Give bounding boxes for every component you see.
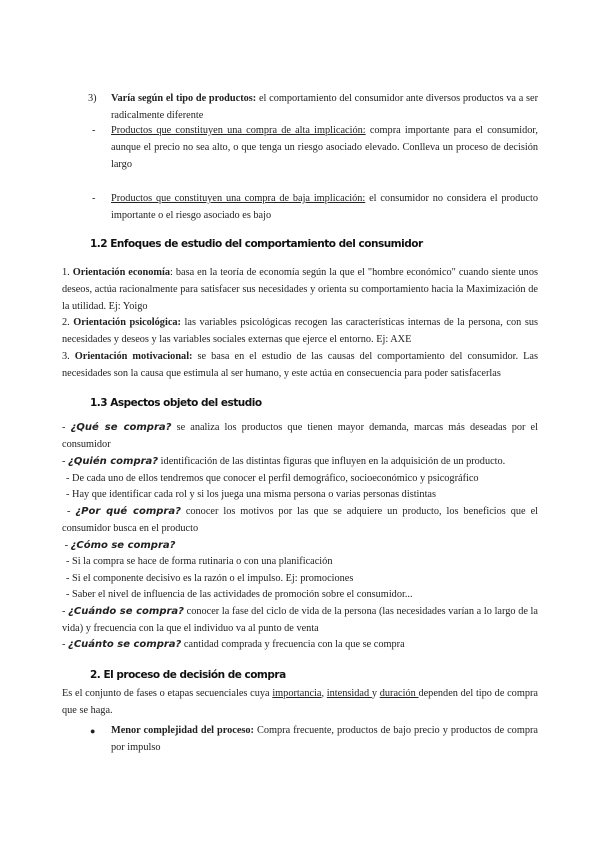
text: se analiza los productos que tienen mayor demanda, marcas más deseadas por el consumidor [62, 422, 538, 450]
text: el comportamiento del consumidor ante diversos productos va a ser radicalmente diferente [111, 93, 538, 121]
sub-item: - De cada uno de ellos tendremos que conocer el perfil demográfico, socioeconómico y psicográfico [66, 473, 479, 484]
text: compra importante para el consumidor, aunque el precio no sea alto, o que tenga un riesgo asociado elevado. Conlleva un proceso de decisión largo [111, 125, 538, 170]
text: , [321, 688, 327, 699]
underlined-term: intensidad [326, 688, 372, 699]
sub-item: - Saber el nivel de influencia de las actividades de promoción sobre el consumidor... [66, 589, 413, 600]
num: 1. [62, 267, 73, 278]
text: conocer la fase del ciclo de vida de la persona (las necesidades varían a lo largo de la vida) y frecuencia con la que el individuo va al punto de venta [62, 606, 538, 634]
question: ¿Qué se compra? [70, 422, 172, 433]
text: el consumidor no considera el producto importante o el riesgo asociado es bajo [111, 193, 538, 221]
bold-term: Orientación motivacional: [74, 351, 193, 362]
text: Es el conjunto de fases o etapas secuenciales cuya [62, 688, 273, 699]
dash: - [62, 456, 69, 467]
paragraph-cuanto-se-compra [62, 637, 538, 654]
text: : basa en la teoría de economía según la que el "hombre económico" cuando siente unos deseos, actúa racionalmente para satisfacer sus necesidades y orienta su comportamiento hacia la Maximización de la utilidad. Ej: Yoigo [62, 267, 538, 312]
paragraph-quien-compra [62, 454, 538, 471]
dash: - [62, 606, 69, 617]
paragraph-alta-implicacion [111, 123, 538, 173]
question: ¿Cuánto se compra? [68, 639, 182, 650]
text: las variables psicológicas recogen las características internas de la persona, con sus necesidades y deseos y las variables sociales externas que ejerce el entorno. Ej: AXE [62, 317, 538, 345]
paragraph-por-que-compra [62, 504, 541, 538]
bold-term: Varía según el tipo de productos: [111, 93, 257, 104]
paragraph-orientacion-3 [62, 349, 538, 383]
text: identificación de las distintas figuras que influyen en la adquisición de un producto. [158, 456, 506, 467]
paragraph-item-3 [111, 91, 538, 125]
dash: - [62, 506, 76, 517]
dash: - [62, 639, 69, 650]
paragraph-intro-proceso [62, 686, 538, 720]
question: ¿Cuándo se compra? [68, 606, 184, 617]
paragraph-orientacion-2 [62, 315, 538, 349]
sub-item: - Hay que identificar cada rol y si los juega una misma persona o varias personas distintas [66, 489, 437, 500]
dash: - [62, 422, 71, 433]
bold-term: Orientación economía [72, 267, 171, 278]
list-number: 3) [88, 93, 97, 104]
dash: - [62, 540, 71, 551]
heading-1-3: 1.3 Aspectos objeto del estudio [90, 397, 262, 409]
text: y [371, 688, 380, 699]
dash: - [92, 193, 96, 204]
underlined-term: Productos que constituyen una compra de alta implicación: [111, 125, 366, 136]
paragraph-cuando-se-compra [62, 604, 538, 638]
bullet-icon: ● [90, 726, 96, 736]
question: ¿Quién compra? [68, 456, 159, 467]
question: ¿Cómo se compra? [70, 540, 176, 551]
paragraph-como-se-compra [62, 538, 538, 555]
text: cantidad comprada y frecuencia con la que se compra [181, 639, 405, 650]
bold-term: Menor complejidad del proceso: [111, 725, 254, 736]
text: Compra frecuente, productos de bajo precio y productos de compra por impulso [111, 725, 538, 753]
paragraph-baja-implicacion [111, 191, 538, 225]
num: 2. [62, 317, 74, 328]
question: ¿Por qué compra? [75, 506, 181, 517]
sub-item: - Si la compra se hace de forma rutinaria o con una planificación [66, 556, 333, 567]
underlined-term: Productos que constituyen una compra de baja implicación: [111, 193, 366, 204]
dash: - [92, 125, 96, 136]
paragraph-orientacion-1 [62, 265, 538, 315]
heading-1-2: 1.2 Enfoques de estudio del comportamiento del consumidor [90, 238, 423, 250]
text: conocer los motivos por las que se adquiere un producto, los beneficios que el consumidor busca en el producto [62, 506, 541, 534]
heading-2: 2. El proceso de decisión de compra [90, 669, 286, 681]
num: 3. [62, 351, 75, 362]
underlined-term: importancia [272, 688, 322, 699]
paragraph-que-se-compra [62, 420, 538, 454]
sub-item: - Si el componente decisivo es la razón o el impulso. Ej: promociones [66, 573, 354, 584]
bullet-menor-complejidad [111, 723, 538, 757]
bold-term: Orientación psicológica: [73, 317, 181, 328]
text: se basa en el estudio de las causas del comportamiento del consumidor. Las necesidades son la causa que estimula al ser humano, y este actúa en consecuencia para poder satisfacerlas [62, 351, 538, 379]
underlined-term: duración [379, 688, 419, 699]
text: dependen del tipo de compra que se haga. [62, 688, 538, 716]
